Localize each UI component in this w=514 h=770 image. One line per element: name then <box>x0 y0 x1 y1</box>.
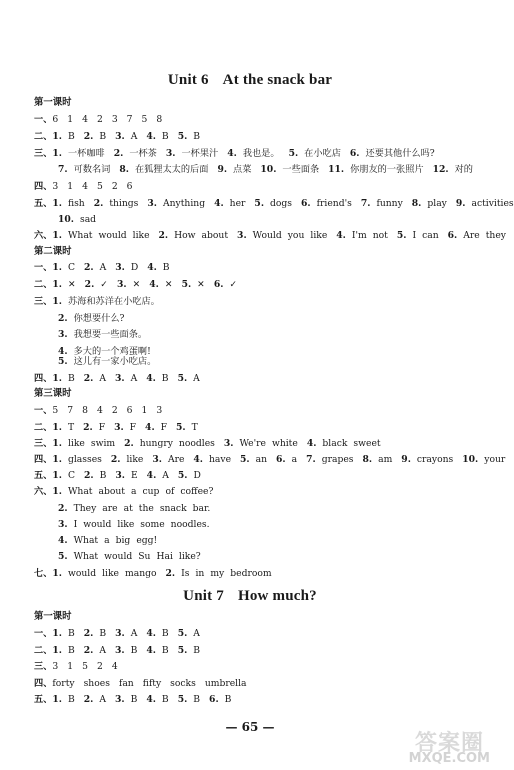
answer-item: 1. B <box>52 694 75 705</box>
watermark-logo <box>402 726 494 766</box>
answer-item: 1. 苏海和苏洋在小吃店。 <box>52 296 160 307</box>
answer-item: fan <box>118 678 134 689</box>
lesson-heading: 第二课时 <box>34 246 72 257</box>
answer-item: 7. grapes <box>306 454 354 465</box>
answer-item: 12. 对的 <box>432 164 473 175</box>
answer-line <box>34 661 118 673</box>
answer-line <box>58 313 124 325</box>
watermark-text: 答案圈 <box>414 731 484 756</box>
answer-item: 1. What would like <box>52 230 150 241</box>
answer-item: 1. like swim <box>52 438 116 449</box>
answer-item: 7. 可数名词 <box>58 164 111 175</box>
answer-item: 2. A <box>83 373 106 384</box>
answer-item: 5. 这儿有一家小吃店。 <box>58 356 157 367</box>
answer-item: 3. B <box>114 694 138 705</box>
answer-item: 5. an <box>240 454 268 465</box>
answer-item: 2. B <box>83 628 107 639</box>
answer-item: 9. 点菜 <box>217 164 252 175</box>
answer-item: 1 <box>141 405 148 416</box>
answer-item: shoes <box>83 678 110 689</box>
answer-item: 7 <box>67 405 74 416</box>
answer-item: 3 <box>52 181 59 192</box>
answer-line <box>34 470 201 482</box>
answer-item: 5. B <box>177 694 201 705</box>
answer-item: 9. crayons <box>401 454 454 465</box>
answer-item: 1. ✕ <box>52 279 76 290</box>
answer-line <box>58 551 201 563</box>
answer-item: 5. T <box>176 422 198 433</box>
answer-item: forty <box>52 678 75 689</box>
answer-item: 5. B <box>177 645 201 656</box>
answer-item: 5. I can <box>396 230 439 241</box>
answer-item: 1. What about a cup of coffee? <box>52 486 214 497</box>
answer-item: 10. your <box>462 454 506 465</box>
answer-item: 2. A <box>83 645 106 656</box>
question-label: 四、 <box>34 678 53 689</box>
answer-item: 3. We're white <box>223 438 298 449</box>
question-label: 五、 <box>34 694 53 705</box>
page-number: — 65 — <box>225 720 275 734</box>
answer-item: 4. 多大的一个鸡蛋啊! <box>58 346 151 357</box>
answer-item: 4. B <box>146 628 169 639</box>
answer-item: 6. friend's <box>301 198 352 209</box>
question-label: 六、 <box>34 230 53 241</box>
answer-item: 4. F <box>145 422 168 433</box>
answer-item: 3. Are <box>152 454 185 465</box>
answer-item: 1. glasses <box>52 454 102 465</box>
answer-line <box>34 373 200 385</box>
answer-item: 2 <box>111 181 118 192</box>
question-label: 四、 <box>34 454 53 465</box>
answer-line <box>58 503 210 515</box>
question-label: 七、 <box>34 568 53 579</box>
answer-line <box>34 628 200 640</box>
answer-item: 6 <box>126 181 133 192</box>
question-label: 二、 <box>34 279 53 290</box>
answer-item: 5 <box>96 181 103 192</box>
answer-line <box>58 519 210 531</box>
answer-line <box>34 454 505 466</box>
answer-item: 1. B <box>52 645 75 656</box>
answer-line <box>34 568 272 580</box>
answer-item: 5. A <box>177 373 200 384</box>
answer-line <box>34 230 506 242</box>
answer-item: 1 <box>67 181 74 192</box>
question-label: 四、 <box>34 181 53 192</box>
answer-item: 8 <box>82 405 88 416</box>
answer-item: 3 <box>111 114 118 125</box>
answer-item: 3. A <box>114 373 138 384</box>
answer-item: 6. B <box>209 694 232 705</box>
answer-item: 6 <box>126 405 133 416</box>
question-label: 二、 <box>34 422 53 433</box>
unit-title: Unit 6 At the snack bar <box>167 72 333 88</box>
answer-item: 2. 你想要什么? <box>58 313 125 324</box>
answer-item: 4. ✕ <box>149 279 173 290</box>
answer-item: 1. B <box>52 131 75 142</box>
answer-item: 5. What would Su Hai like? <box>58 551 201 562</box>
question-label: 三、 <box>34 438 53 449</box>
answer-item: 4 <box>111 661 118 672</box>
answer-item: 4. B <box>146 373 169 384</box>
watermark-url: MXQE.COM <box>408 751 490 766</box>
answer-item: 1. fish <box>52 198 85 209</box>
answer-item: 2. B <box>83 131 107 142</box>
answer-item: 8. play <box>411 198 447 209</box>
answer-item: 5. 在小吃店 <box>288 148 341 159</box>
answer-line <box>34 678 247 690</box>
answer-line <box>34 181 133 193</box>
answer-item: 8. 在狐狸太太的后面 <box>119 164 209 175</box>
answer-item: 3. Would you like <box>237 230 328 241</box>
answer-line <box>34 438 381 450</box>
answer-item: 3. E <box>115 470 138 481</box>
answer-item: 3. B <box>114 645 138 656</box>
answer-item: 7 <box>126 114 133 125</box>
lesson-heading: 第一课时 <box>34 97 72 108</box>
answer-line <box>34 486 213 498</box>
question-label: 三、 <box>34 296 53 307</box>
answer-item: 6. ✓ <box>213 279 238 290</box>
answer-item: 4. B <box>146 694 169 705</box>
answer-item: 5. D <box>177 470 201 481</box>
answer-item: 5. ✕ <box>181 279 205 290</box>
answer-item: fifty <box>142 678 162 689</box>
answer-item: 3 <box>52 661 59 672</box>
answer-item: 2 <box>111 405 118 416</box>
answer-item: 4. have <box>193 454 232 465</box>
answer-item: 10. sad <box>58 214 97 225</box>
answer-item: 5 <box>82 661 88 672</box>
question-label: 四、 <box>34 373 53 384</box>
answer-item: 2 <box>96 661 103 672</box>
answer-item: 4 <box>96 405 103 416</box>
answer-item: 5. dogs <box>254 198 293 209</box>
answer-item: 3. D <box>115 262 139 273</box>
answer-item: 8. am <box>362 454 393 465</box>
answer-item: 2. Is in my bedroom <box>165 568 272 579</box>
answer-line <box>34 405 162 417</box>
answer-item: 2 <box>96 114 103 125</box>
answer-item: 1 <box>67 114 74 125</box>
answer-item: 10. 一些面条 <box>260 164 320 175</box>
answer-line <box>34 131 200 143</box>
answer-item: 2. ✓ <box>84 279 108 290</box>
answer-item: 3. Anything <box>147 198 206 209</box>
question-label: 五、 <box>34 198 53 209</box>
answer-item: 4. 我也是。 <box>227 148 280 159</box>
answer-item: 3 <box>156 405 163 416</box>
answer-item: 6. 还要其他什么吗? <box>349 148 435 159</box>
answer-line <box>34 645 200 657</box>
answer-item: 3. A <box>115 628 138 639</box>
answer-line <box>34 296 160 308</box>
answer-item: 2. B <box>84 470 107 481</box>
answer-item: 4. B <box>146 131 169 142</box>
answer-item: 4 <box>82 114 88 125</box>
answer-item: 2. How about <box>158 230 229 241</box>
answer-item: 6 <box>52 114 59 125</box>
answer-item: 3. I would like some noodles. <box>58 519 210 530</box>
question-label: 六、 <box>34 486 53 497</box>
answer-item: 1. C <box>52 470 75 481</box>
answer-item: 2. They are at the snack bar. <box>58 503 211 514</box>
answer-item: 4. black sweet <box>306 438 381 449</box>
question-label: 一、 <box>34 114 53 125</box>
answer-item: 3. 我想要一些面条。 <box>58 329 148 340</box>
lesson-heading: 第一课时 <box>34 611 72 622</box>
answer-line <box>58 329 147 341</box>
answer-line <box>58 535 157 547</box>
answer-item: 4. I'm not <box>336 230 388 241</box>
answer-item: 4 <box>82 181 88 192</box>
question-label: 一、 <box>34 405 53 416</box>
answer-line <box>58 356 156 368</box>
question-label: 一、 <box>34 262 53 273</box>
answer-line <box>34 279 237 291</box>
answer-item: 4. A <box>146 470 169 481</box>
answer-item: 7. funny <box>360 198 403 209</box>
answer-item: 2. like <box>110 454 144 465</box>
answer-item: 2. hungry noodles <box>124 438 215 449</box>
answer-line <box>34 262 170 274</box>
answer-item: 5. B <box>177 131 201 142</box>
answer-item: socks <box>170 678 196 689</box>
answer-item: 5. A <box>177 628 200 639</box>
answer-item: 2. A <box>83 694 106 705</box>
answer-item: 1 <box>67 661 74 672</box>
answer-item: umbrella <box>204 678 247 689</box>
answer-line <box>34 148 435 160</box>
answer-item: 1. would like mango <box>52 568 157 579</box>
answer-item: 2. A <box>84 262 107 273</box>
answer-line <box>34 198 514 210</box>
lesson-heading: 第三课时 <box>34 388 72 399</box>
answer-item: 8 <box>156 114 163 125</box>
answer-item: 1. 一杯咖啡 <box>52 148 105 159</box>
answer-item: 6. a <box>276 454 298 465</box>
answer-item: 1. T <box>52 422 75 433</box>
answer-item: 3. A <box>115 131 138 142</box>
answer-item: 2. things <box>93 198 139 209</box>
answer-item: 3. F <box>114 422 137 433</box>
answer-item: 5 <box>52 405 59 416</box>
answer-item: 11. 你朋友的一张照片 <box>328 164 424 175</box>
answer-item: 4. What a big egg! <box>58 535 158 546</box>
question-label: 五、 <box>34 470 53 481</box>
answer-item: 3. ✕ <box>116 279 141 290</box>
question-label: 三、 <box>34 148 53 159</box>
answer-item: 5 <box>141 114 148 125</box>
answer-item: 2. F <box>83 422 106 433</box>
answer-item: 1. B <box>52 373 75 384</box>
answer-line <box>34 422 198 434</box>
answer-item: 1. B <box>52 628 75 639</box>
answer-line <box>58 214 96 226</box>
answer-item: 4. B <box>147 262 170 273</box>
answer-item: 4. her <box>214 198 246 209</box>
answer-item: 6. Are they <box>447 230 506 241</box>
answer-line <box>58 164 473 176</box>
question-label: 二、 <box>34 645 53 656</box>
answer-item: 2. 一杯茶 <box>113 148 157 159</box>
answer-line <box>34 114 162 126</box>
unit-title: Unit 7 How much? <box>183 588 317 604</box>
question-label: 一、 <box>34 628 53 639</box>
question-label: 三、 <box>34 661 53 672</box>
answer-item: 4. B <box>146 645 169 656</box>
answer-item: 3. 一杯果汁 <box>165 148 219 159</box>
answer-line <box>34 694 231 706</box>
answer-item: 9. activities <box>455 198 514 209</box>
question-label: 二、 <box>34 131 53 142</box>
answer-item: 1. C <box>52 262 75 273</box>
